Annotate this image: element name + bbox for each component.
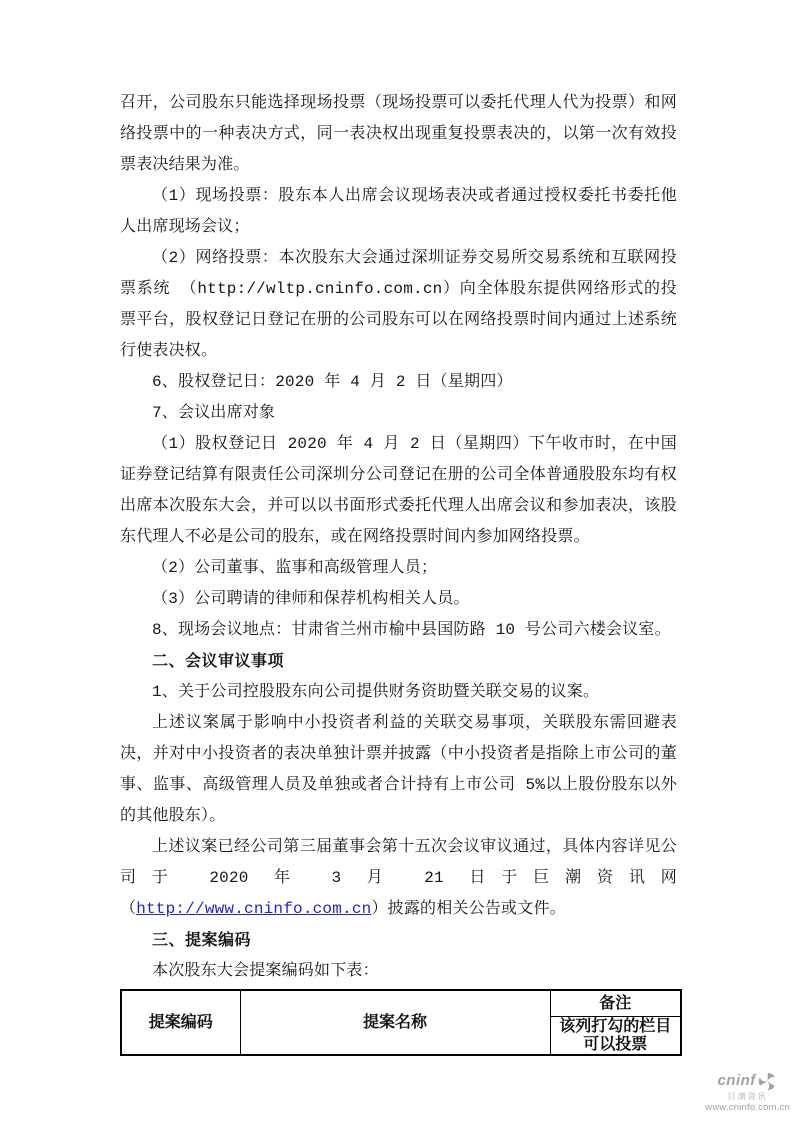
table-header-proposal-code: 提案编码	[121, 990, 240, 1055]
section-heading: 二、会议审议事项	[152, 653, 285, 670]
document-body	[120, 88, 677, 1056]
paragraph: 8、现场会议地点：甘肃省兰州市榆中县国防路 10 号公司六楼会议室。	[152, 621, 671, 639]
cninfo-brand-line	[705, 1071, 790, 1092]
table-header-remark: 备注	[550, 990, 681, 1017]
paragraph: （1）现场投票：股东本人出席会议现场表决或者通过授权委托书委托他人出席现场会议；	[120, 187, 677, 236]
table-header-proposal-name: 提案名称	[240, 990, 550, 1055]
table-header-remark-note: 该列打勾的栏目可以投票	[550, 1017, 681, 1056]
paragraph: （1）股权登记日 2020 年 4 月 2 日（星期四）下午收市时，在中国证券登记结算有限责任公司深圳分公司登记在册的公司全体普通股股东均有权出席本次股东大会，并可以以书面形式委托代理人出席会议和参加表决，该股东代理人不必是公司的股东，或在网络投票时间内参加网络投票。	[120, 435, 677, 546]
paragraph: 上述议案属于影响中小投资者利益的关联交易事项，关联股东需回避表决，并对中小投资者的表决单独计票并披露（中小投资者是指除上市公司的董事、监事、高级管理人员及单独或者合计持有上市公司 5%以上股份股东以外的其他股东）。	[120, 714, 677, 825]
paragraph: 召开，公司股东只能选择现场投票（现场投票可以委托代理人代为投票）和网络投票中的一种表决方式，同一表决权出现重复投票表决的，以第一次有效投票表决结果为准。	[120, 94, 677, 174]
paragraph: （2）网络投票：本次股东大会通过深圳证券交易所交易系统和互联网投票系统 （http://wltp.cninfo.com.cn）向全体股东提供网络形式的投票平台，股权登记日登记在册的公司股东可以在网络投票时间内通过上述系统行使表决权。	[120, 249, 677, 360]
swirl-icon	[757, 1071, 778, 1092]
cninfo-logo	[705, 1071, 790, 1113]
cninfo-site-url: www.cninfo.com.cn	[705, 1101, 790, 1113]
proposal-code-table	[120, 989, 682, 1056]
cninfo-chinese-name: 巨潮资讯	[727, 1091, 768, 1101]
cninfo-wordmark: cninf	[717, 1072, 756, 1090]
section-heading: 三、提案编码	[152, 932, 252, 949]
paragraph: 7、会议出席对象	[152, 404, 276, 422]
paragraph: 本次股东大会提案编码如下表：	[152, 962, 379, 980]
paragraph: （2）公司董事、监事和高级管理人员；	[152, 559, 438, 577]
paragraph: 1、关于公司控股股东向公司提供财务资助暨关联交易的议案。	[152, 683, 600, 701]
paragraph: （3）公司聘请的律师和保荐机构相关人员。	[152, 590, 470, 608]
paragraph: 上述议案已经公司第三届董事会第十五次会议审议通过，具体内容详见公司于 2020 年 3 月 21 日于巨潮资讯网（http://www.cninfo.com.cn）披露的相关公告或文件。	[120, 838, 677, 918]
cninfo-hyperlink[interactable]: http://www.cninfo.com.cn	[136, 900, 372, 918]
paragraph: 6、股权登记日：2020 年 4 月 2 日（星期四）	[152, 373, 513, 391]
